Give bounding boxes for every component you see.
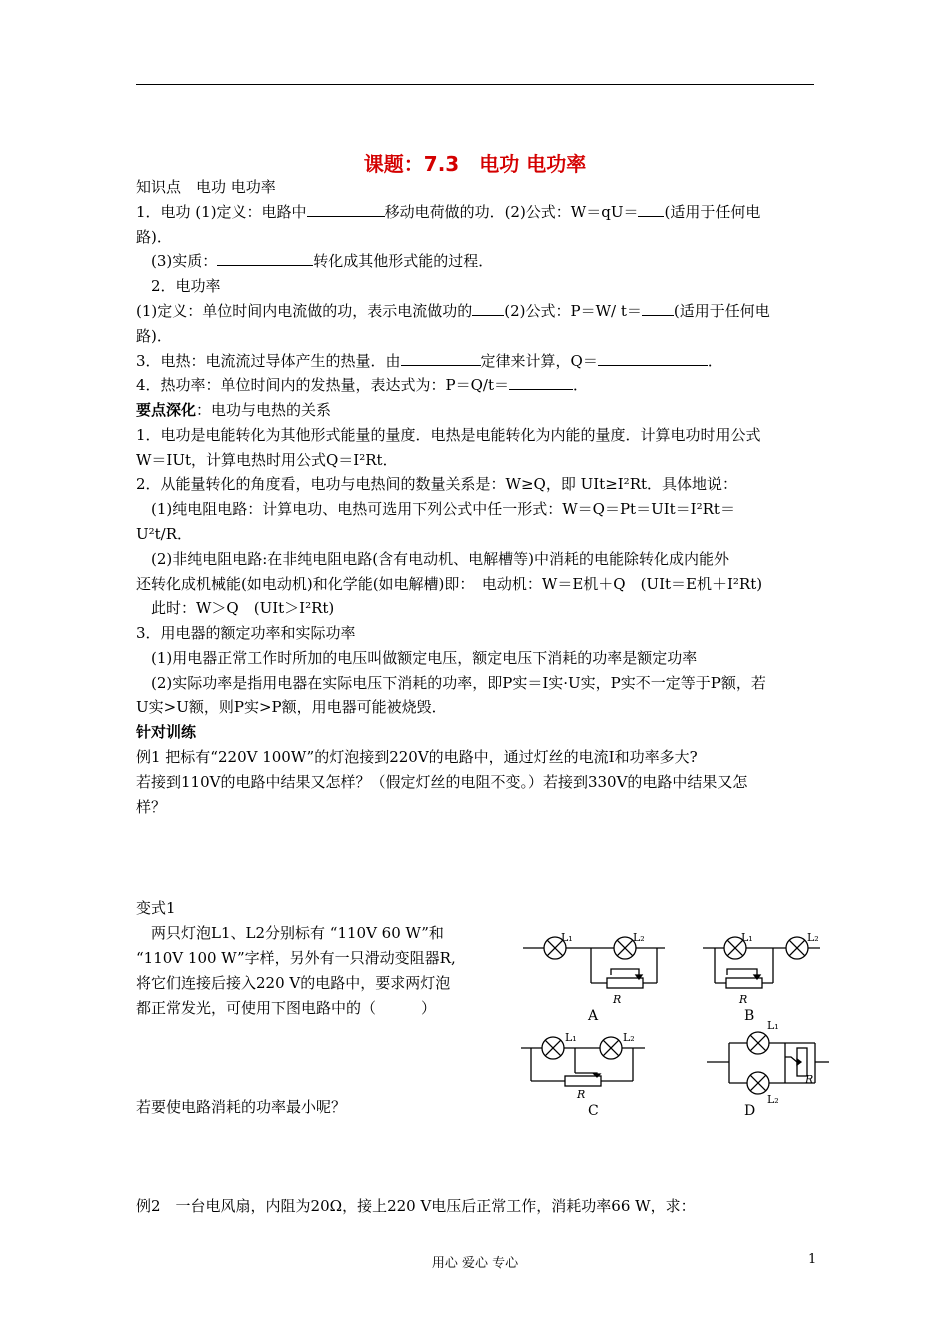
label-r: R bbox=[805, 1073, 814, 1086]
label-l1: L₁ bbox=[741, 931, 753, 944]
text-line: U实>U额，则P实>P额，用电器可能被烧毁． bbox=[136, 698, 447, 716]
label-l1: L₁ bbox=[767, 1019, 779, 1032]
fill-blank bbox=[217, 251, 313, 266]
text-line: 若接到110V的电路中结果又怎样？（假定灯丝的电阻不变。）若接到330V的电路中结果又怎 bbox=[136, 773, 748, 791]
option-label-a: A bbox=[588, 1008, 599, 1024]
section-heading: 要点深化：电功与电热的关系 bbox=[136, 401, 332, 419]
text-line: 此时：W＞Q (UIt＞I²Rt) bbox=[136, 599, 335, 617]
section-heading: 针对训练 bbox=[136, 723, 197, 741]
text-line: 两只灯泡L1、L2分别标有 “110V 60 W”和 bbox=[136, 924, 444, 942]
label-l1: L₁ bbox=[565, 1031, 577, 1044]
fill-blank bbox=[472, 301, 504, 316]
text-line: 都正常发光，可使用下图电路中的（ ） bbox=[136, 999, 437, 1017]
label-r: R bbox=[739, 993, 748, 1006]
fill-blank bbox=[598, 351, 708, 366]
text-line: “110V 100 W”字样，另外有一只滑动变阻器R, bbox=[136, 949, 456, 967]
text-line: (2)实际功率是指用电器在实际电压下消耗的功率，即P实＝I实·U实，P实不一定等于P额，若 bbox=[136, 674, 766, 692]
fill-blank bbox=[509, 375, 573, 390]
text-line: (1)纯电阻电路：计算电功、电热可选用下列公式中任一形式：W＝Q＝Pt＝UIt＝I²Rt＝ bbox=[136, 500, 735, 518]
text-line: 1．电功 (1)定义：电路中 移动电荷做的功．(2)公式：W＝qU＝ (适用于任何电 bbox=[136, 203, 761, 221]
header-rule bbox=[136, 84, 814, 85]
text-line: 样？ bbox=[136, 798, 167, 816]
text-line: 例1 把标有“220V 100W”的灯泡接到220V的电路中，通过灯丝的电流I和功率多大? bbox=[136, 748, 698, 766]
fill-blank bbox=[638, 202, 664, 217]
option-label-d: D bbox=[744, 1103, 756, 1119]
text-line: 3．用电器的额定功率和实际功率 bbox=[136, 624, 356, 642]
text-line: 路)． bbox=[136, 327, 172, 345]
page-footer: 用心 爱心 专心 bbox=[431, 1256, 519, 1271]
page-number: 1 bbox=[808, 1252, 817, 1267]
label-r: R bbox=[613, 993, 622, 1006]
text-line: (3)实质： 转化成其他形式能的过程． bbox=[136, 252, 494, 270]
circuit-c bbox=[521, 1037, 645, 1086]
option-label-c: C bbox=[588, 1103, 599, 1119]
text-line: 例2 一台电风扇，内阻为20Ω，接上220 V电压后正常工作，消耗功率66 W，求： bbox=[136, 1197, 696, 1215]
label-l2: L₂ bbox=[807, 931, 819, 944]
text-line: (2)非纯电阻电路:在非纯电阻电路(含有电动机、电解槽等)中消耗的电能除转化成内能外 bbox=[136, 550, 730, 568]
text-line: (1)用电器正常工作时所加的电压叫做额定电压，额定电压下消耗的功率是额定功率 bbox=[136, 649, 698, 667]
circuit-a bbox=[523, 937, 665, 988]
text-line: U²t/R． bbox=[136, 525, 193, 543]
label-l2: L₂ bbox=[623, 1031, 635, 1044]
circuit-b bbox=[703, 937, 820, 988]
label-l1: L₁ bbox=[561, 931, 573, 944]
label-l2: L₂ bbox=[633, 931, 645, 944]
text-line: 若要使电路消耗的功率最小呢？ bbox=[136, 1098, 347, 1116]
text-line: 3．电热：电流流过导体产生的热量．由 定律来计算，Q＝ ． bbox=[136, 352, 723, 370]
circuit-diagrams bbox=[515, 925, 835, 1125]
option-label-b: B bbox=[744, 1008, 755, 1024]
fill-blank bbox=[307, 202, 385, 217]
text-line: 4．热功率：单位时间内的发热量，表达式为：P＝Q/t＝ ． bbox=[136, 376, 589, 394]
fill-blank bbox=[642, 301, 674, 316]
label-r: R bbox=[577, 1088, 586, 1101]
text-line: W＝IUt，计算电热时用公式Q＝I²Rt． bbox=[136, 451, 398, 469]
fill-blank bbox=[401, 351, 481, 366]
text-line: 2．从能量转化的角度看，电功与电热间的数量关系是：W≥Q，即 UIt≥I²Rt．具体地说： bbox=[136, 475, 738, 493]
text-line: 路)． bbox=[136, 228, 172, 246]
page-title: 课题：7.3 电功 电功率 bbox=[363, 152, 587, 176]
text-line: 变式1 bbox=[136, 899, 176, 917]
text-line: 还转化成机械能(如电动机)和化学能(如电解槽)即： 电动机：W＝E机＋Q (UIt＝E机＋I²Rt) bbox=[136, 575, 763, 593]
text-line: (1)定义：单位时间内电流做的功，表示电流做功的 (2)公式：P＝W/ t＝ (适用于任何电 bbox=[136, 302, 770, 320]
section-heading: 知识点 电功 电功率 bbox=[136, 178, 276, 196]
text-line: 将它们连接后接入220 V的电路中，要求两灯泡 bbox=[136, 974, 451, 992]
label-l2: L₂ bbox=[767, 1093, 779, 1106]
text-line: 1．电功是电能转化为其他形式能量的量度．电热是电能转化为内能的量度．计算电功时用公式 bbox=[136, 426, 761, 444]
text-line: 2．电功率 bbox=[136, 277, 221, 295]
